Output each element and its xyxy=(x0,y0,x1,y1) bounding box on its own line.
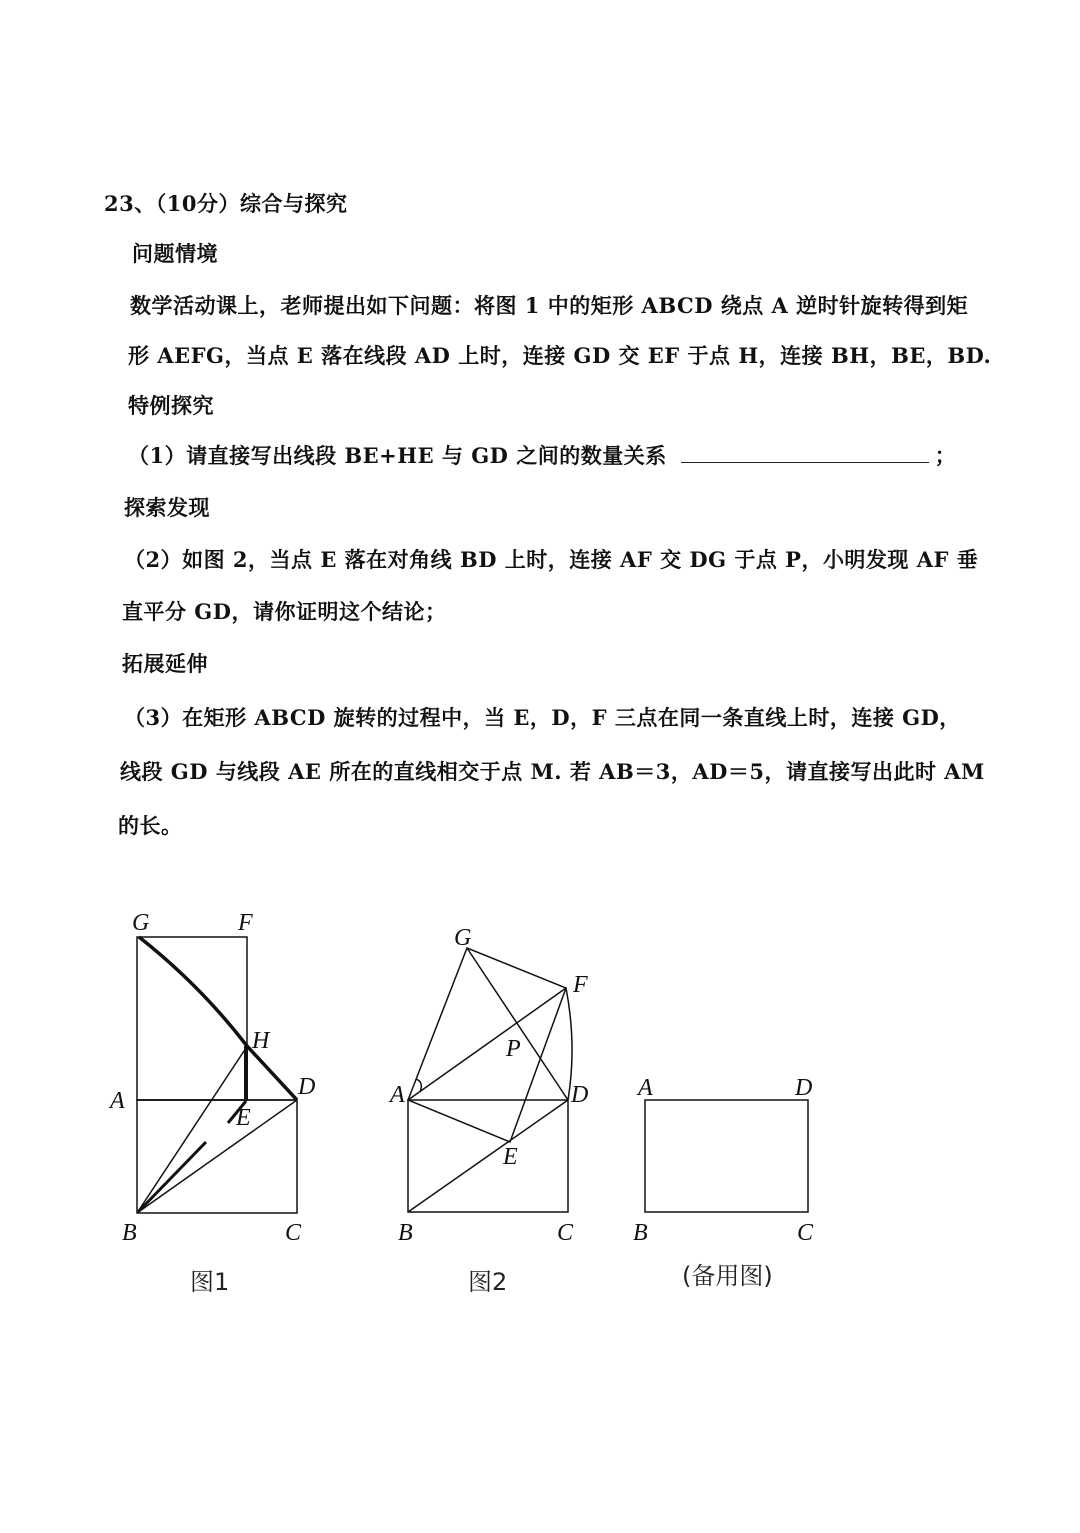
fig2-label-a: A xyxy=(390,1082,405,1108)
rect-abcd xyxy=(645,1100,808,1212)
paragraph-intro-line1: 数学活动课上，老师提出如下问题：将图 1 中的矩形 ABCD 绕点 A 逆时针旋转得到矩 xyxy=(130,293,969,318)
section-title-exploration: 探索发现 xyxy=(124,495,210,520)
fig1-label-g: G xyxy=(132,910,150,936)
fig3-label-d: D xyxy=(795,1075,813,1101)
fig2-label-g: G xyxy=(454,925,472,951)
section-title-problem-context: 问题情境 xyxy=(132,241,218,266)
figure-3 xyxy=(645,1100,808,1212)
fig2-label-p: P xyxy=(506,1036,521,1062)
question-1-text: （1）请直接写出线段 BE+HE 与 GD 之间的数量关系 xyxy=(128,443,667,468)
question-2-line2: 直平分 GD，请你证明这个结论； xyxy=(122,599,447,624)
fig3-label-c: C xyxy=(797,1220,814,1246)
fig1-label-a: A xyxy=(110,1088,125,1114)
segment-be xyxy=(139,1142,206,1211)
fig1-label-d: D xyxy=(298,1074,316,1100)
fig3-label-b: B xyxy=(633,1220,648,1246)
fig1-label-c: C xyxy=(285,1220,302,1246)
question-3-line2: 线段 GD 与线段 AE 所在的直线相交于点 M. 若 AB＝3，AD＝5，请直接写出此时 AM xyxy=(120,759,985,784)
caption-figure-1: 图1 xyxy=(190,1268,230,1296)
figure-1-labels xyxy=(108,910,315,1246)
section-title-extension: 拓展延伸 xyxy=(122,651,208,676)
fig2-label-f: F xyxy=(573,972,588,998)
fig2-label-e: E xyxy=(503,1144,518,1170)
paragraph-intro-line2: 形 AEFG，当点 E 落在线段 AD 上时，连接 GD 交 EF 于点 H，连接 BH，BE，BD. xyxy=(128,343,992,368)
segment-bh xyxy=(137,1048,246,1213)
caption-figure-spare: (备用图) xyxy=(682,1262,773,1290)
figure-2 xyxy=(408,948,572,1212)
figure-1 xyxy=(137,937,297,1213)
fig1-label-e: E xyxy=(236,1105,251,1131)
segment-gh xyxy=(139,937,247,1046)
fig3-label-a: A xyxy=(638,1075,653,1101)
segment-bd xyxy=(408,1100,568,1212)
caption-figure-2: 图2 xyxy=(468,1268,508,1296)
segment-bd xyxy=(137,1100,297,1213)
fig1-label-f: F xyxy=(238,910,253,936)
question-header: 23、（10分）综合与探究 xyxy=(104,191,348,216)
rect-aefg xyxy=(137,937,247,1100)
fig2-label-b: B xyxy=(398,1220,413,1246)
question-1-end: ； xyxy=(934,443,957,468)
angle-mark xyxy=(416,1079,421,1092)
fig1-label-h: H xyxy=(252,1028,270,1054)
fig2-label-c: C xyxy=(557,1220,574,1246)
question-3-line1: （3）在矩形 ABCD 旋转的过程中，当 E，D，F 三点在同一条直线上时，连接 GD， xyxy=(124,705,961,730)
question-2-line1: （2）如图 2，当点 E 落在对角线 BD 上时，连接 AF 交 DG 于点 P，小明发现 AF 垂 xyxy=(124,547,979,572)
section-title-special-case: 特例探究 xyxy=(128,393,214,418)
fig1-label-b: B xyxy=(122,1220,137,1246)
segment-hd xyxy=(247,1046,297,1100)
segment-af xyxy=(408,988,566,1100)
fig2-label-d: D xyxy=(571,1082,589,1108)
question-3-line3: 的长。 xyxy=(118,813,183,838)
